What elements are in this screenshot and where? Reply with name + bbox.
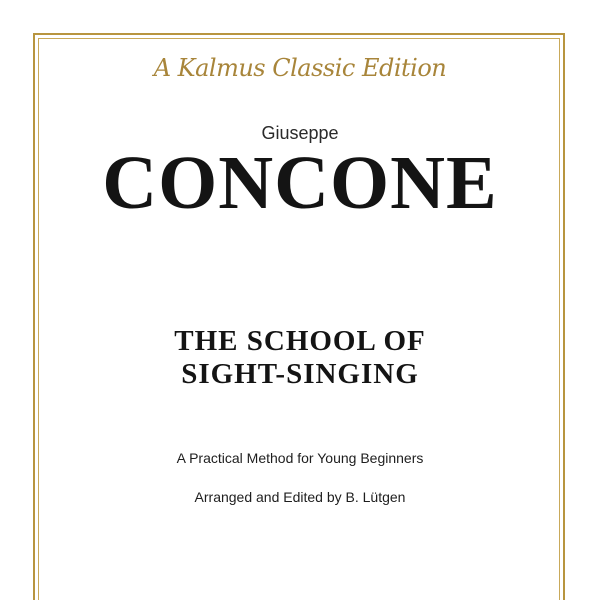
edition-mark: A Kalmus Classic Edition	[153, 54, 447, 82]
book-title-line-2: SIGHT-SINGING	[181, 358, 419, 390]
editor-credit: Arranged and Edited by B. Lütgen	[194, 489, 406, 505]
book-title	[0, 325, 600, 391]
book-subtitle: A Practical Method for Young Beginners	[176, 450, 424, 466]
composer-surname: CONCONE	[102, 141, 498, 225]
book-title-line-1: THE SCHOOL OF	[174, 325, 426, 357]
composer-given-name: Giuseppe	[261, 123, 339, 143]
